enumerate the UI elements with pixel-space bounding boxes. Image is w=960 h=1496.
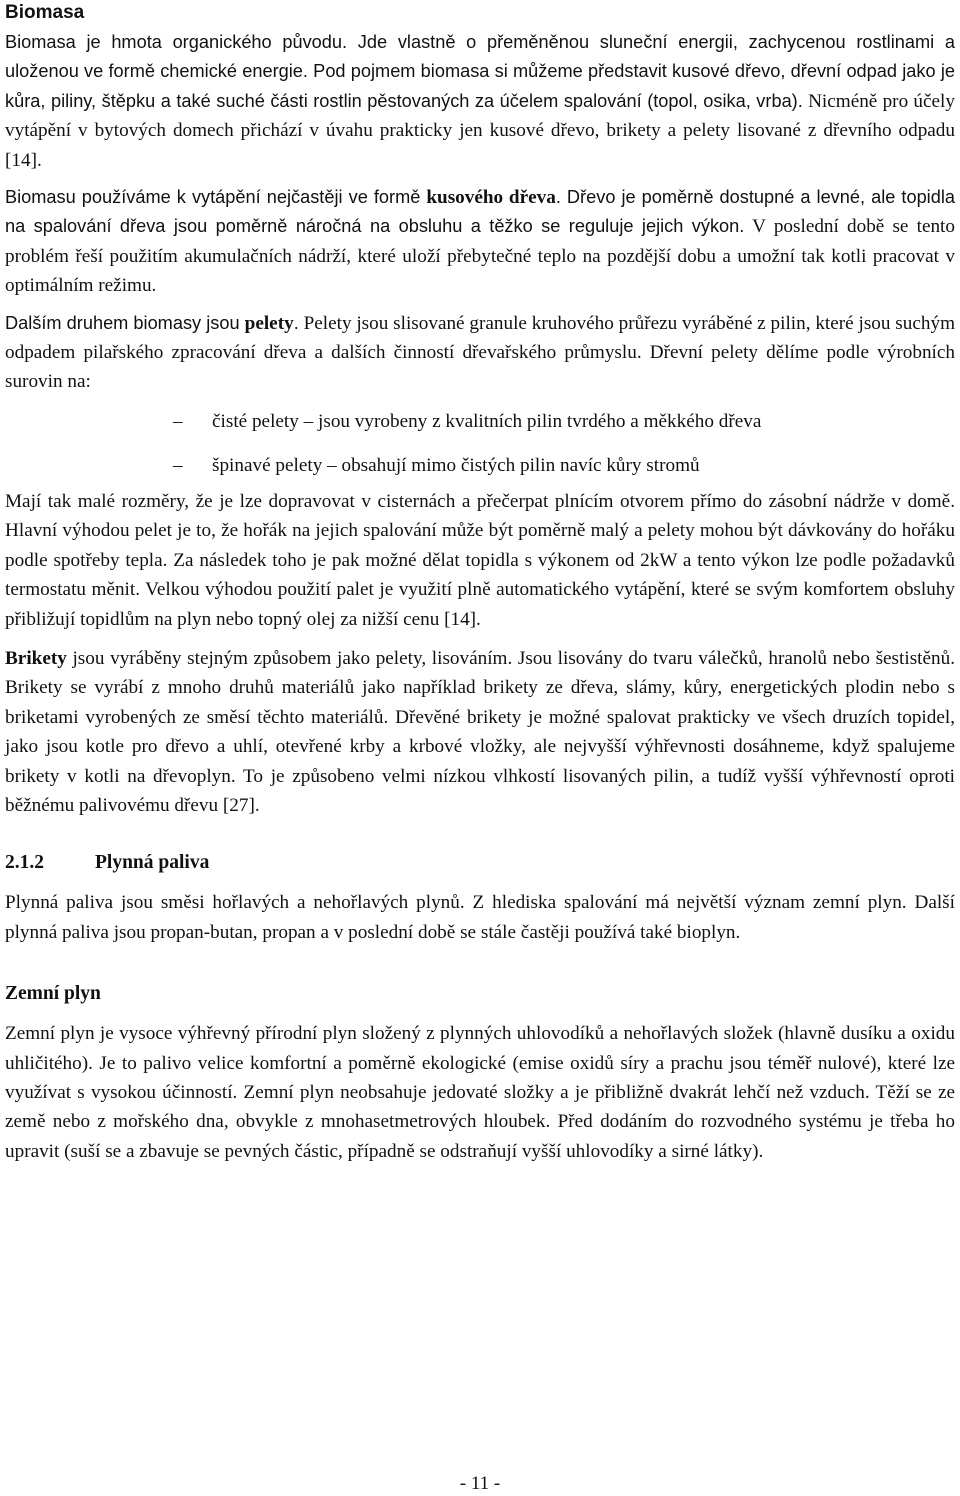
pelety-text-2: . [293, 312, 299, 333]
spacer [5, 947, 955, 980]
spacer [5, 1008, 955, 1019]
page-number: - 11 - [459, 1473, 501, 1494]
dash-bullet: – [173, 410, 183, 432]
heading-number: 2.1.2 [5, 852, 44, 874]
list-item-text: špinavé pelety – obsahují mimo čistých pilin navíc kůry stromů [212, 454, 700, 476]
paragraph-zemni-plyn: Zemní plyn je vysoce výhřevný přírodní plyn složený z plynných uhlovodíků a nehořlavých složek (hlavně dusíku a oxidu uhličitého). Je to palivo velice komfortní a poměrně ekologické (emise oxidů síry a prachu jsou téměř nulové), které lze využívat s vysokou účinností. Zemní plyn neobsahuje jedovaté složky a je přibližně dvakrát lehčí než vzduch. Těží se ze země nebo z mořského dna, obvykle z mnohasetmetrových hloubek. Před dodáním do rozvodného systému je třeba ho upravit (suší se a zbavuje se pevných částic, případně se odstraňují vyšší uhlovodíky a sirné látky). [5, 1023, 955, 1162]
brikety-bold: Brikety [5, 647, 67, 669]
section-title-biomasa: Biomasa [5, 2, 85, 23]
list-item [5, 451, 955, 480]
kusove-drevo-bold: kusového dřeva [426, 187, 556, 209]
paragraph-biomasa-intro [5, 28, 955, 175]
kusove-drevo-text-3: V poslední době se tento problém řeší použitím akumulačních nádrží, které uloží přebytečné teplo na pozdější dobu a umožní tak kotli pracovat v optimálním režimu. [5, 216, 955, 297]
spacer [5, 832, 955, 849]
paragraph-biomasa-intro-sans: Biomasa je hmota organického původu. Jde vlastně o přeměněnou sluneční energii, zachycenou rostlinami a uloženou ve formě chemické energie. Pod pojmem biomasa si můžeme představit kusové dřevo, dřevní odpad jako je kůra, piliny, štěpku a také suché části rostlin pěstovaných za účelem spalování (topol, osika, vrba). [5, 32, 955, 111]
pelety-bold: pelety [244, 312, 294, 334]
paragraph-biomasa-intro-serif: Nicméně pro účely vytápění v bytových domech přichází v úvahu prakticky jen kusové dřevo, brikety a pelety lisované z dřevního odpadu [14]. [5, 90, 955, 171]
paragraph-plynna-paliva: Plynná paliva jsou směsi hořlavých a nehořlavých plynů. Z hlediska spalování má největší význam zemní plyn. Další plynná paliva jsou propan-butan, propan a v poslední době se stále častěji používá také bioplyn. [5, 892, 955, 943]
heading-zemni-plyn: Zemní plyn [5, 983, 101, 1005]
list-item-text: čisté pelety – jsou vyrobeny z kvalitních pilin tvrdého a měkkého dřeva [212, 410, 762, 432]
dash-bullet: – [173, 454, 183, 476]
kusove-drevo-text-1: Biomasu používáme k vytápění nejčastěji ve formě [5, 187, 427, 208]
pellet-types-list [5, 407, 955, 480]
paragraph-pelety [5, 309, 955, 397]
spacer [5, 877, 955, 888]
document-page [5, 0, 955, 1166]
list-item [5, 407, 955, 436]
pelety-text-3: Pelety jsou slisované granule kruhového průřezu vyráběné z pilin, které jsou suchým odpadem pilařského zpracování dřeva a dalších činností dřevařského průmyslu. Dřevní pelety dělíme podle výrobních surovin na: [5, 312, 955, 393]
heading-title: Plynná paliva [95, 852, 210, 874]
paragraph-kusove-drevo [5, 183, 955, 301]
paragraph-pelety-vyhody: Mají tak malé rozměry, že je lze dopravovat v cisternách a přečerpat plnícím otvorem přímo do zásobní nádrže v domě. Hlavní výhodou pelet je to, že hořák na jejich spalování může být poměrně malý a pelety mohou být dávkovány do hořáku podle spotřeby tepla. Za následek toho je pak možné dělat topidla s výkonem od 2kW a tento výkon lze podle požadavků termostatu měnit. Velkou výhodou použití palet je využití plně automatického vytápění, které se svým komfortem obsluhy přibližují topidlům na plyn nebo topný olej za nižší cenu [14]. [5, 490, 955, 630]
heading-plynna-paliva [5, 849, 955, 877]
kusove-drevo-text-2: . Dřevo je poměrně dostupné a levné, ale topidla na spalování dřeva jsou poměrně náročná na obsluhu a těžko se reguluje jejich výkon. [5, 187, 955, 237]
pelety-text-1: Dalším druhem biomasy jsou [5, 312, 245, 333]
paragraph-brikety [5, 644, 955, 820]
brikety-text: jsou vyráběny stejným způsobem jako pelety, lisováním. Jsou lisovány do tvaru válečků, hranolů nebo šestistěnů. Brikety se vyrábí z mnoho druhů materiálů jako například brikety ze dřeva, slámy, kůry, energetických plodin nebo s briketami vyrobených ze směsí těchto materiálů. Dřevěné brikety je možné spalovat prakticky ve všech druzích topidel, jako jsou kotle pro dřevo a uhlí, otevřené krby a krbové vložky, ale nejvyšší výhřevnosti dosáhneme, když spalujeme brikety v kotli na dřevoplyn. To je způsobeno velmi nízkou vlhkostí lisovaných pilin, a tudíž vyšší výhřevností oproti běžnému palivovému dřevu [27]. [5, 647, 955, 816]
